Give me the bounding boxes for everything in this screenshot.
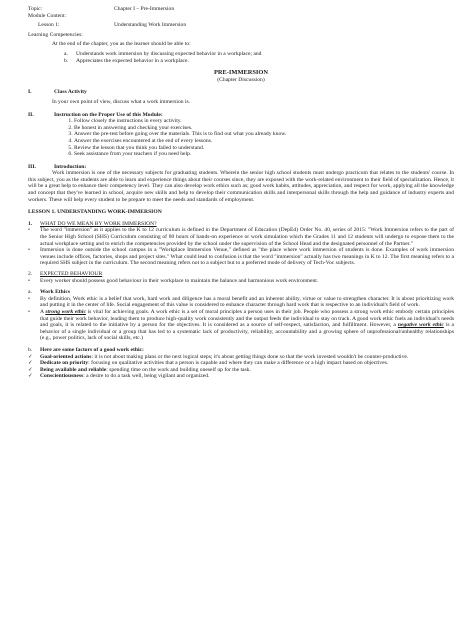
factor-desc: : a desire to do a task well, being vigilant and organized. — [83, 373, 210, 380]
section-heading — [28, 112, 454, 119]
lesson-heading: LESSON 1. UNDERSTANDING WORK-IMMERSION — [28, 209, 162, 216]
competency-key: a. — [64, 50, 68, 57]
topic-value: Chapter I – Pre-Immersion — [114, 6, 175, 12]
bullet-icon: • — [28, 227, 30, 234]
strong-ethic-term: strong work ethic — [45, 308, 86, 315]
subsection-title: EXPECTED BEHAVIOUR — [40, 271, 103, 277]
competency-key: b. — [64, 57, 69, 64]
factor-item — [28, 367, 454, 374]
page-subtitle: (Chapter Discussion) — [217, 76, 265, 83]
competency-text: Understands work immersion by discussing expected behavior in a workplace; and — [76, 50, 262, 57]
topic-label: Topic: — [28, 6, 43, 12]
bullet-item — [28, 227, 454, 247]
bullet-text: By definition, Work ethic is a belief that work, hard work and diligence has a moral benefit and an inherent ability, virtue or value to strengthen character. It is about prioritizing work and putting it in the center of life. Social engagement of this value is considered to enhance character through hard work that is respective to an individual's field of work. — [40, 295, 454, 309]
module-row — [28, 13, 454, 20]
section-number: III. — [28, 163, 36, 170]
check-icon: ✓ — [28, 360, 33, 367]
subsection-title: WHAT DO WE MEAN BY WORK IMMERSION? — [40, 220, 157, 227]
competency-text: Appreciates the expected behavior in a workplace. — [76, 57, 189, 64]
competencies-row — [28, 32, 454, 39]
check-icon: ✓ — [28, 353, 33, 360]
check-icon: ✓ — [28, 366, 33, 373]
strong-ethic-body: is vital for achieving goals. A work ethic is a set of moral principles a person uses in their job. People who possess a strong work ethic embody certain principles that guide their work behavior, leading them to produce high-quality work consistently and the output feeds the individual to stay on track. A good work ethic fuels an individual's needs and goals, it is related to the initiative by a person for the objectives. It is considered as a source of self-respect, satisfaction, and fulfillment. However, a — [40, 308, 454, 329]
factor-text — [40, 367, 454, 374]
instruction-item: 2. Be honest in answering and checking your exercises. — [74, 125, 454, 132]
competency-item — [28, 51, 454, 58]
competencies-intro: At the end of the chapter, you as the learner should be able to: — [52, 41, 191, 48]
instruction-item: 5. Review the lesson that you think you failed to understand. — [74, 145, 454, 152]
check-icon: ✓ — [28, 373, 33, 380]
section-title: Class Activity — [54, 89, 87, 96]
section-number: II. — [28, 111, 34, 118]
competency-item — [28, 58, 454, 65]
bullet-item — [28, 309, 454, 342]
instruction-list — [28, 118, 454, 158]
bullet-text — [40, 309, 454, 342]
subsection-title: Here are some factors of a good work ethic: — [40, 346, 144, 353]
bullet-item — [28, 247, 454, 267]
section-heading — [28, 89, 454, 96]
bullet-item — [28, 278, 454, 285]
bullet-item — [28, 296, 454, 309]
factor-term: Dedicate on priority — [40, 360, 89, 367]
negative-ethic-body: is a behavior of a single individual or a group that has led to a systematic lack of productivity, reliability, accountability and a growing sphere of unprofessional/unhealthy relationships (e.g., power politics, lack of social skills, etc.) — [40, 322, 455, 342]
subsection-heading — [28, 289, 454, 296]
lesson-row — [28, 22, 454, 29]
factor-desc: : it is not about making plans or the next logical steps; it's about getting things done so that the work invested wouldn't be counter-productive. — [91, 353, 409, 360]
strong-ethic-lead: A — [40, 308, 46, 315]
bullet-text: The word "immersion" as it applies to the K to 12 curriculum is defined in the Department of Education (DepEd) Order No. 40, series of 2015: "Work Immersion refers to the part of the Senior High School (SHS) Curriculum consisting of 80 hours of hands-on experience or work simulation which the Grades 11 and 12 students will undergo to expose them to the actual workplace setting and to enrich the competencies provided by the school under the supervision of the School Head and the designated personnel of the Partner." — [40, 227, 454, 247]
factor-desc: : focusing on qualitative activities that a person is capable and where they can make a difference or a high impact based on objectives. — [88, 360, 389, 367]
bullet-text: Every worker should possess good behaviour in their workplace to maintain the balance and harmonious work environment. — [40, 277, 319, 284]
class-activity-text: In your own point of view, discuss what a work immersion is. — [52, 98, 191, 105]
factor-term: Conscientiousness — [40, 373, 84, 380]
subsection-heading — [28, 271, 454, 278]
instruction-item: 6. Seek assistance from your teachers if you need help. — [74, 151, 454, 158]
factor-text — [40, 360, 454, 367]
topic-row — [28, 6, 454, 13]
bullet-icon: • — [28, 308, 30, 315]
factor-item — [28, 360, 454, 367]
bullet-icon: • — [28, 277, 30, 284]
module-label: Module Content: — [28, 12, 67, 19]
instruction-item: 4. Answer the exercises encountered at the end of every lessons. — [74, 138, 454, 145]
subsection-number: 2. — [28, 271, 33, 277]
negative-ethic-term: negative work ethic — [397, 322, 444, 329]
lesson-value: Understanding Work Immersion — [114, 22, 187, 29]
factor-term: Being available and reliable — [40, 366, 107, 373]
factor-item — [28, 373, 454, 380]
section-number: I. — [28, 89, 32, 96]
section-title: Instruction on the Proper Use of this Module: — [54, 111, 163, 118]
bullet-icon: • — [28, 295, 30, 302]
subsection-key: a. — [28, 289, 32, 296]
section-title: Introduction: — [54, 163, 87, 170]
instruction-item: 3. Answer the pre-test before going over the materials. This is to find out what you already know. — [74, 131, 454, 138]
subsection-key: b. — [28, 346, 33, 353]
factor-text — [40, 373, 454, 380]
factor-desc: : spending time on the work and building oneself up for the task. — [106, 366, 251, 373]
subsection-heading — [28, 347, 454, 354]
factor-term: Goal-oriented actions — [40, 353, 92, 360]
bullet-icon: • — [28, 247, 30, 254]
instruction-item: 1. Follow closely the instructions in every activity. — [74, 118, 454, 125]
subsection-title: Work Ethics — [40, 289, 70, 296]
bullet-text: Immersion is done outside the school campus in a "Workplace Immersion Venue," defined as "the place where work immersion of students is done. Examples of work immersion venues include offices, factories, shops and project sites." What could lead to confusion is that the word "immersion" actually has two meanings in K to 12. The first meaning refers to a required SHS subject in the curriculum. The second meaning refers not to a subject but to a preferred mode of delivery of Tech-Voc subjects. — [40, 247, 454, 267]
subsection-number: 1. — [28, 220, 33, 227]
page-title: PRE-IMMERSION — [214, 69, 268, 77]
competencies-label: Learning Competencies: — [28, 31, 83, 38]
introduction-paragraph: Work immersion is one of the necessary subjects for graduating students. Wherein the senior high school students must undergo practicum that relates to the students' course. In this subject, you as the students are able to learn and experience things about their courses since, they are exposed with the work-related environment to their field of specialization. Hence, it will be a great help to enhance their competency level. They can also develop work ethics such as; good work habits, attitudes, appreciation, and respect for work, applying all the knowledge and concept that they've learned in school, acquire new skills and help to develop their communication skills and interpersonal skills through the help and guidance of industry experts and workers. These will help every student to be prepare to meet the needs and standards of employment. — [28, 170, 454, 203]
lesson-label: Lesson 1: — [38, 22, 60, 29]
